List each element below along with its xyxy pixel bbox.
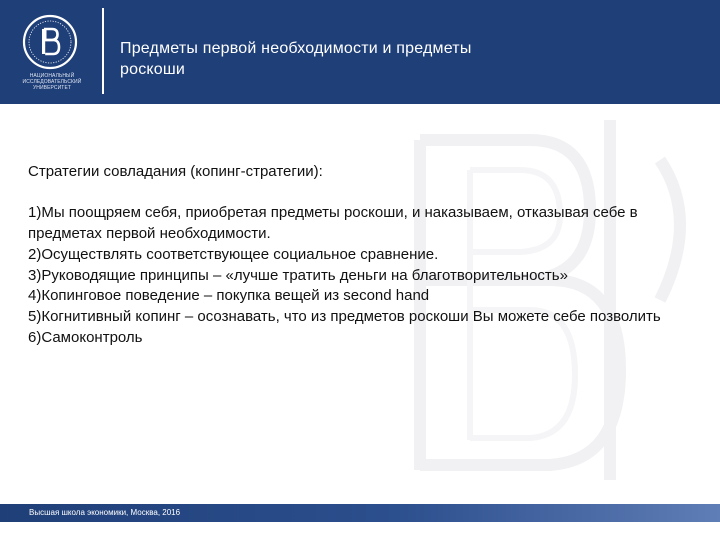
logo-caption: НАЦИОНАЛЬНЫЙ ИССЛЕДОВАТЕЛЬСКИЙ УНИВЕРСИТЕТ — [22, 73, 82, 91]
slide-footer — [0, 504, 720, 522]
list-item: 3)Руководящие принципы – «лучше тратить деньги на благотворительность» — [28, 266, 568, 284]
spacer — [28, 183, 668, 204]
list-item: 6)Самоконтроль — [28, 328, 143, 346]
slide-title: Предметы первой необходимости и предметы роскоши — [120, 40, 472, 78]
list-item: 5)Когнитивный копинг – осознавать, что из предметов роскоши Вы можете себе позволить — [28, 307, 661, 325]
slide-header — [0, 0, 720, 104]
slide-body — [28, 162, 668, 348]
list-item: 1)Мы поощряем себя, приобретая предметы роскоши, и наказываем, отказывая себе в предметах первой необходимости. — [28, 204, 638, 243]
list-item: 4)Копинговое поведение – покупка вещей из second hand — [28, 287, 430, 305]
footer-text: Высшая школа экономики, Москва, 2016 — [29, 508, 181, 517]
university-logo-icon — [22, 14, 78, 70]
header-divider — [102, 8, 104, 94]
list-item: 2)Осуществлять соответствующее социальное сравнение. — [28, 245, 439, 263]
strategies-heading: Стратегии совладания (копинг-стратегии): — [28, 163, 323, 180]
